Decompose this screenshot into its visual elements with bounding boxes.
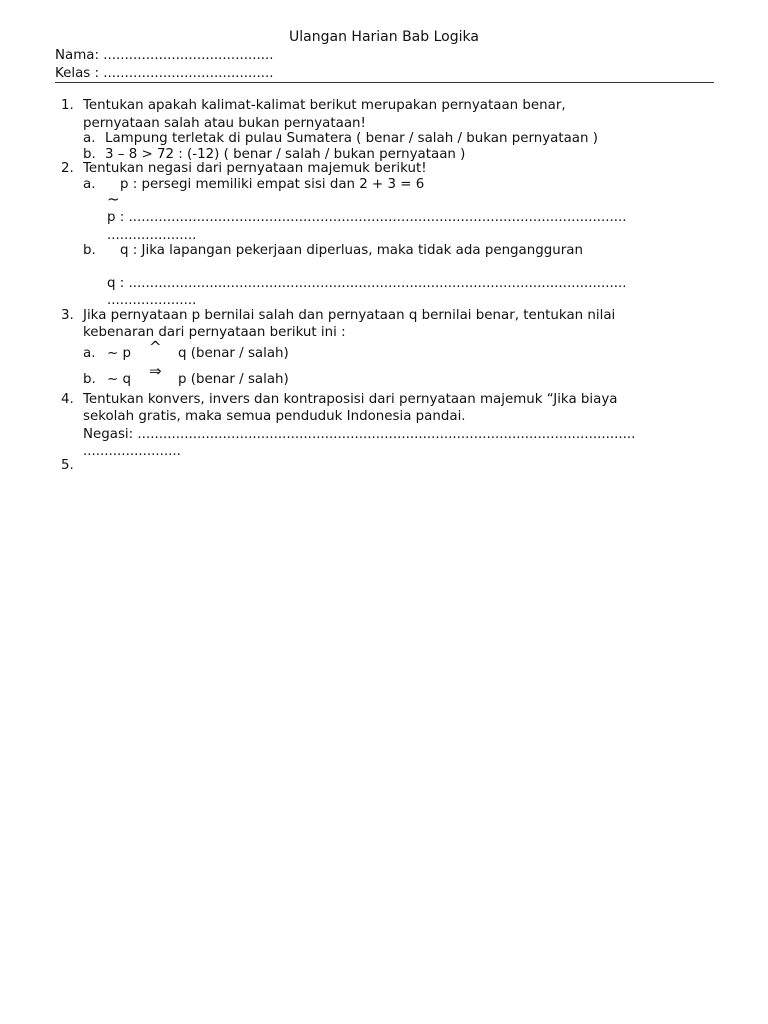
q4-negasi-line: Negasi: ..................................................................................................................... <box>83 428 636 442</box>
implication-symbol: ⇒ <box>149 362 162 380</box>
q1-line2: pernyataan salah atau bukan pernyataan! <box>83 116 366 131</box>
q1a-text: Lampung terletak di pulau Sumatera ( benar / salah / bukan pernyataan ) <box>105 131 598 146</box>
page-title: Ulangan Harian Bab Logika <box>289 29 479 45</box>
kelas-field: Kelas : ........................................ <box>55 66 274 81</box>
q3-line1: Jika pernyataan p bernilai salah dan pernyataan q bernilai benar, tentukan nilai <box>83 308 616 323</box>
q2a-tilde: ~ <box>107 190 120 208</box>
q3-number: 3. <box>61 308 74 323</box>
conjunction-symbol: ^ <box>149 338 162 356</box>
header-divider <box>55 82 714 83</box>
q2-number: 2. <box>61 161 74 176</box>
q2b-text: q : Jika lapangan pekerjaan diperluas, maka tidak ada pengangguran <box>120 243 583 258</box>
q4-negasi-continuation: ....................... <box>83 444 181 459</box>
q2a-label: a. <box>83 177 96 192</box>
q3a-label: a. <box>83 346 96 361</box>
q2b-answer-continuation: ..................... <box>107 293 197 308</box>
q3b-left: ~ q <box>107 372 131 387</box>
q1-number: 1. <box>61 98 74 113</box>
q5-number: 5. <box>61 458 74 473</box>
q4-line2: sekolah gratis, maka semua penduduk Indonesia pandai. <box>83 409 466 424</box>
q3b-right: p (benar / salah) <box>178 372 289 387</box>
q1-line1: Tentukan apakah kalimat-kalimat berikut merupakan pernyataan benar, <box>83 98 566 113</box>
q3-line2: kebenaran dari pernyataan berikut ini : <box>83 325 346 340</box>
nama-field: Nama: ........................................ <box>55 48 274 63</box>
q1a-label: a. <box>83 131 96 146</box>
q2a-answer-continuation: ..................... <box>107 228 197 243</box>
q4-number: 4. <box>61 392 74 407</box>
q2a-text: p : persegi memiliki empat sisi dan 2 + 3 = 6 <box>120 177 425 192</box>
q3a-left: ~ p <box>107 346 131 361</box>
q3a-right: q (benar / salah) <box>178 346 289 361</box>
q2b-label: b. <box>83 243 96 258</box>
q1b-label: b. <box>83 147 96 162</box>
q4-line1: Tentukan konvers, invers dan kontraposisi dari pernyataan majemuk “Jika biaya <box>83 392 618 407</box>
q1b-text: 3 – 8 > 72 : (-12) ( benar / salah / bukan pernyataan ) <box>105 147 466 162</box>
q2b-answer-line: q : ..................................................................................................................... <box>107 277 627 291</box>
q3b-label: b. <box>83 372 96 387</box>
q2a-answer-line: p : ..................................................................................................................... <box>107 211 627 225</box>
q2-line1: Tentukan negasi dari pernyataan majemuk berikut! <box>83 161 427 176</box>
